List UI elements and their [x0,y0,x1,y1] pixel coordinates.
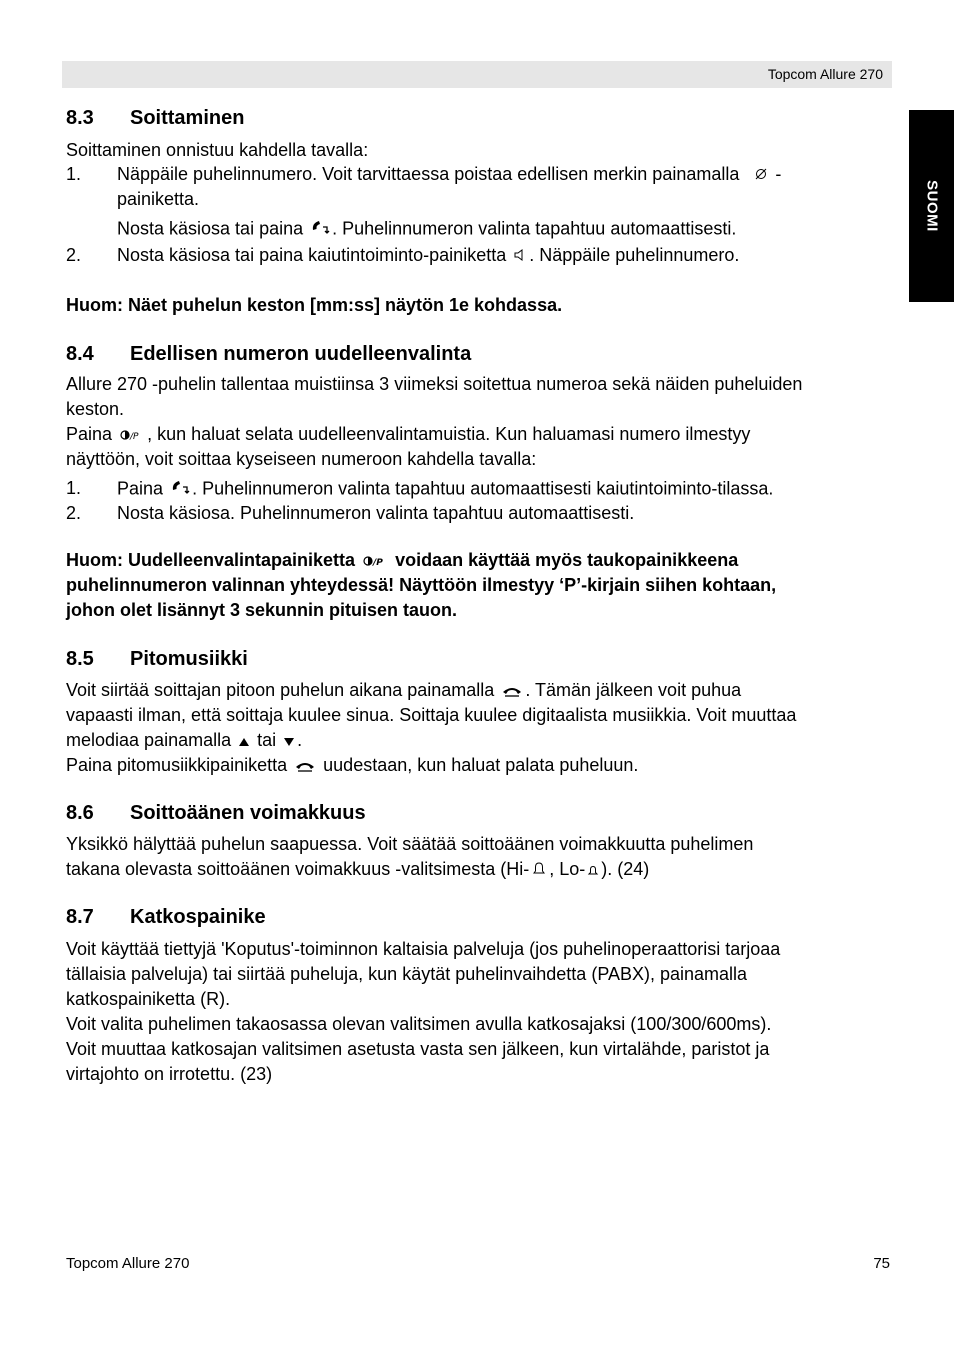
paragraph [66,859,649,881]
language-tab [909,110,954,302]
paragraph [66,680,741,702]
hold-icon [294,756,316,777]
note [66,550,738,572]
language-tab-label: SUOMI [923,180,940,232]
paragraph-text: Voit siirtää soittajan pitoon puhelun aikana painamalla [66,680,495,700]
paragraph: virtajohto on irrotettu. (23) [66,1064,273,1084]
note-text: voidaan käyttää myös taukopainikkeena [395,550,739,570]
note-text: Huom: Uudelleenvalintapainiketta [66,550,356,570]
section-heading-8-5 [66,648,248,671]
paragraph-text: ). (24) [601,859,650,879]
section-number: 8.7 [66,906,94,928]
paragraph: Voit muuttaa katkosajan valitsimen asetusta vasta sen jälkeen, kun virtalähde, paristot ja [66,1039,770,1059]
list-text: Nosta käsiosa. Puhelinnumeron valinta tapahtuu automaattisesti. [117,503,635,523]
list-number: 1. [66,478,82,498]
header-product: Topcom Allure 270 [767,66,883,82]
svg-text:/P: /P [130,431,139,441]
paragraph: vapaasti ilman, että soittaja kuulee sinua. Soittaja kuulee digitaalista musiikkia. Voit muuttaa [66,705,797,725]
paragraph-text: , kun haluat selata uudelleenvalintamuistia. Kun haluamasi numero ilmestyy [147,424,751,444]
list-item [117,478,773,501]
paragraph [66,730,302,752]
section-title: Pitomusiikki [130,648,248,670]
delete-icon [754,165,768,186]
paragraph-text: tai [257,730,277,750]
bell-high-icon [531,860,547,881]
paragraph: Voit käyttää tiettyjä 'Koputus'-toiminnon kaltaisia palveluja (jos puhelinoperaattorisi tarjoaa [66,939,781,959]
list-text: Nosta käsiosa tai paina kaiutintoiminto-painiketta [117,245,507,265]
section-title: Soittoäänen voimakkuus [130,802,366,824]
list-item [117,245,739,267]
paragraph: katkospainiketta (R). [66,989,231,1009]
redial-pause-icon [362,551,388,572]
handset-icon [170,478,190,501]
list-text: . Näppäile puhelinnumero. [529,245,740,265]
paragraph-text: . [297,730,303,750]
paragraph: Soittaminen onnistuu kahdella tavalla: [66,140,369,160]
section-heading-8-3 [66,107,244,130]
paragraph [66,424,750,446]
page-number: 75 [873,1255,890,1272]
section-number: 8.4 [66,343,94,365]
paragraph-text: Paina [66,424,113,444]
paragraph-text: Paina pitomusiikkipainiketta [66,755,288,775]
paragraph-text: . Tämän jälkeen voit puhua [525,680,742,700]
section-title: Katkospainike [130,906,266,928]
section-title: Soittaminen [130,107,245,129]
section-heading-8-6 [66,802,366,825]
section-heading-8-4 [66,343,471,366]
paragraph: tällaisia palveluja) tai siirtää puheluja, kun käytät puhelinvaihdetta (PABX), painamalla [66,964,748,984]
section-heading-8-7 [66,906,266,929]
list-text: Paina [117,478,164,499]
paragraph: keston. [66,399,125,419]
note: johon olet lisännyt 3 sekunnin pituisen tauon. [66,600,458,620]
list-text: - [775,164,782,184]
note: puhelinnumeron valinnan yhteydessä! Näyttöön ilmestyy ‘P’-kirjain siihen kohtaan, [66,575,777,595]
paragraph-text: uudestaan, kun haluat palata puheluun. [323,755,639,775]
up-arrow-icon [238,731,250,752]
page-header [62,61,892,88]
handset-icon [310,218,330,241]
down-arrow-icon [283,731,295,752]
footer-product: Topcom Allure 270 [66,1255,190,1272]
paragraph: näyttöön, voit soittaa kyseiseen numeroon kahdella tavalla: [66,449,537,469]
note: Huom: Näet puhelun keston [mm:ss] näytön 1e kohdassa. [66,295,563,315]
hold-icon [501,681,523,702]
list-text: Näppäile puhelinnumero. Voit tarvittaessa poistaa edellisen merkin painamalla [117,164,740,184]
section-title: Edellisen numeron uudelleenvalinta [130,343,472,365]
list-number: 2. [66,503,82,523]
section-number: 8.5 [66,648,94,670]
svg-text:/P: /P [373,557,383,567]
paragraph-text: , Lo- [549,859,586,879]
list-text: Nosta käsiosa tai paina [117,218,304,239]
section-number: 8.6 [66,802,94,824]
redial-pause-icon [119,425,145,446]
paragraph-text: melodiaa painamalla [66,730,232,750]
list-text: . Puhelinnumeron valinta tapahtuu automaattisesti. [332,218,737,239]
paragraph: Yksikkö hälyttää puhelun saapuessa. Voit säätää soittoäänen voimakkuutta puhelimen [66,834,754,854]
list-number: 1. [66,164,82,184]
paragraph: Voit valita puhelimen takaosassa olevan valitsimen avulla katkosajaksi (100/300/600ms). [66,1014,772,1034]
speaker-icon [513,246,527,267]
paragraph: Allure 270 -puhelin tallentaa muistiinsa 3 viimeksi soitettua numeroa sekä näiden puheluiden [66,374,803,394]
bell-low-icon [587,860,599,881]
paragraph-text: takana olevasta soittoäänen voimakkuus -valitsimesta (Hi- [66,859,530,879]
list-item [117,218,736,241]
list-text: . Puhelinnumeron valinta tapahtuu automaattisesti kaiutintoiminto-tilassa. [192,478,774,499]
list-text: painiketta. [117,189,200,209]
list-number: 2. [66,245,82,265]
section-number: 8.3 [66,107,94,129]
paragraph [66,755,638,777]
list-item [117,164,781,186]
